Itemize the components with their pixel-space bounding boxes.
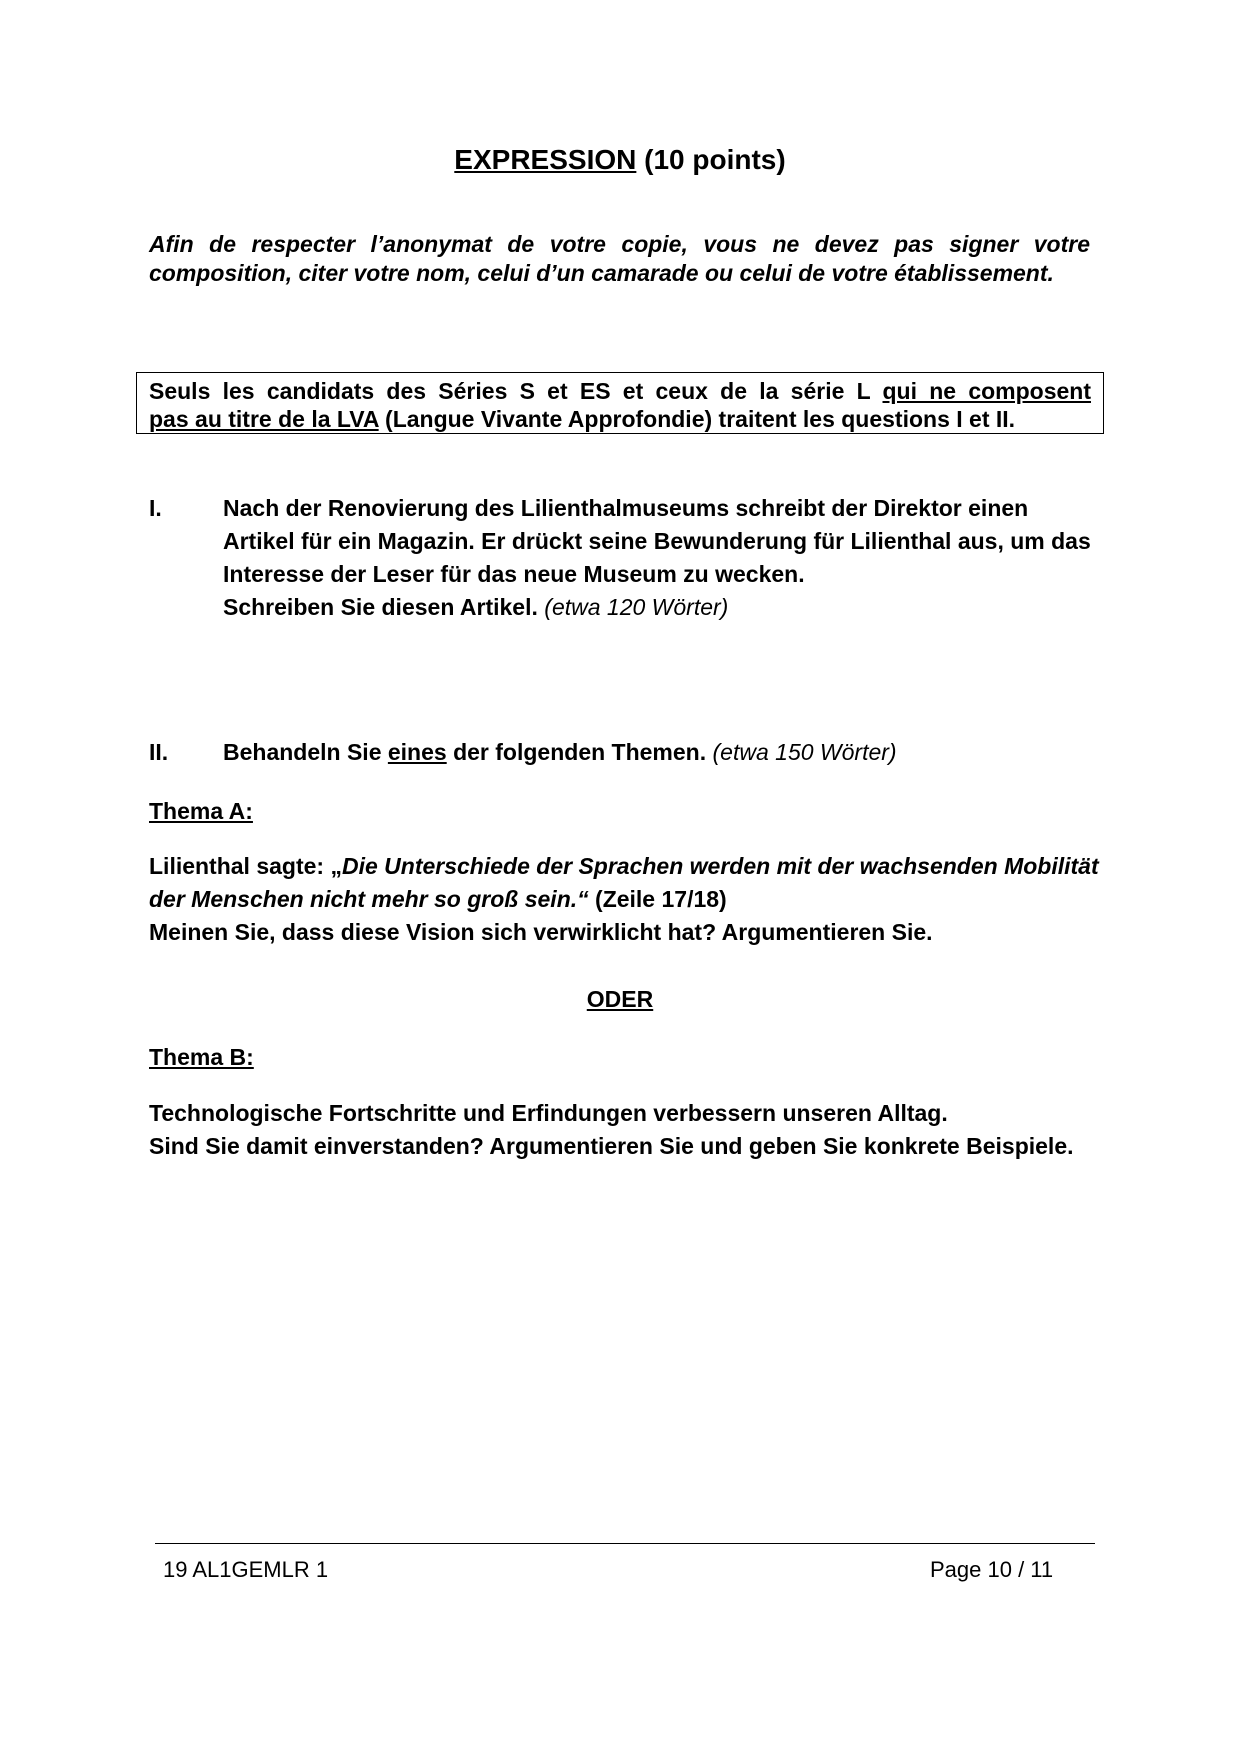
thema-a-intro: Lilienthal sagte: „ (149, 853, 342, 879)
task-two-number: II. (149, 739, 169, 765)
task-one-number: I. (149, 495, 162, 521)
section-title-main: EXPRESSION (454, 144, 637, 175)
thema-a-question: Meinen Sie, dass diese Vision sich verwirklicht hat? Argumentieren Sie. (149, 919, 933, 945)
footer-divider (155, 1543, 1095, 1544)
oder-separator: ODER (586, 986, 654, 1012)
task-two-text-a: Behandeln Sie (223, 739, 388, 765)
task-two-text-b: der folgenden Themen. (446, 739, 707, 765)
task-two-body (223, 736, 1093, 769)
candidates-box-text-a: Seuls les candidats des Séries S et ES et ceux de la série L (149, 378, 883, 404)
thema-b-label: Thema B: (149, 1044, 254, 1070)
thema-b-line1: Technologische Fortschritte und Erfindungen verbessern unseren Alltag. (149, 1100, 948, 1126)
thema-a-label: Thema A: (149, 798, 253, 824)
task-one-instruction: Schreiben Sie diesen Artikel. (223, 594, 538, 620)
section-title-points: (10 points) (636, 144, 786, 175)
task-one-word-hint: (etwa 120 Wörter) (537, 594, 729, 620)
thema-b-text (149, 1097, 1099, 1163)
task-two-word-hint: (etwa 150 Wörter) (706, 739, 897, 765)
candidates-box-underline-b: pas au titre de la LVA (149, 406, 379, 432)
task-two (149, 736, 1099, 776)
candidates-box-underline-a: qui ne composent (882, 378, 1091, 404)
thema-b-line2: Sind Sie damit einverstanden? Argumentieren Sie und geben Sie konkrete Beispiele. (149, 1133, 1074, 1159)
candidates-box-line1 (149, 377, 1091, 405)
thema-a-text (149, 850, 1099, 949)
footer-exam-code: 19 AL1GEMLR 1 (163, 1557, 329, 1582)
thema-a-ref: (Zeile 17/18) (588, 886, 727, 912)
task-one-body (223, 492, 1093, 624)
section-title (0, 144, 1240, 176)
candidates-box (136, 372, 1104, 434)
candidates-box-line2 (149, 405, 1091, 433)
anonymity-notice: Afin de respecter l’anonymat de votre copie, vous ne devez pas signer votre composition, citer votre nom, celui d’un camarade ou celui de votre établissement. (149, 231, 1090, 286)
task-one-text: Nach der Renovierung des Lilienthalmuseums schreibt der Direktor einen Artikel für ein Magazin. Er drückt seine Bewunderung für Lilienthal aus, um das Interesse der Leser für das neue Museum zu wecken. (223, 495, 1091, 587)
thema-a-quote: Die Unterschiede der Sprachen werden mit der wachsenden Mobilität der Menschen nicht mehr so groß sein.“ (149, 853, 1099, 912)
candidates-box-text-b: (Langue Vivante Approfondie) traitent les questions I et II. (378, 406, 1016, 432)
task-one (149, 492, 1099, 632)
footer-page-number: Page 10 / 11 (930, 1557, 1054, 1582)
task-two-underlined: eines (387, 739, 447, 765)
